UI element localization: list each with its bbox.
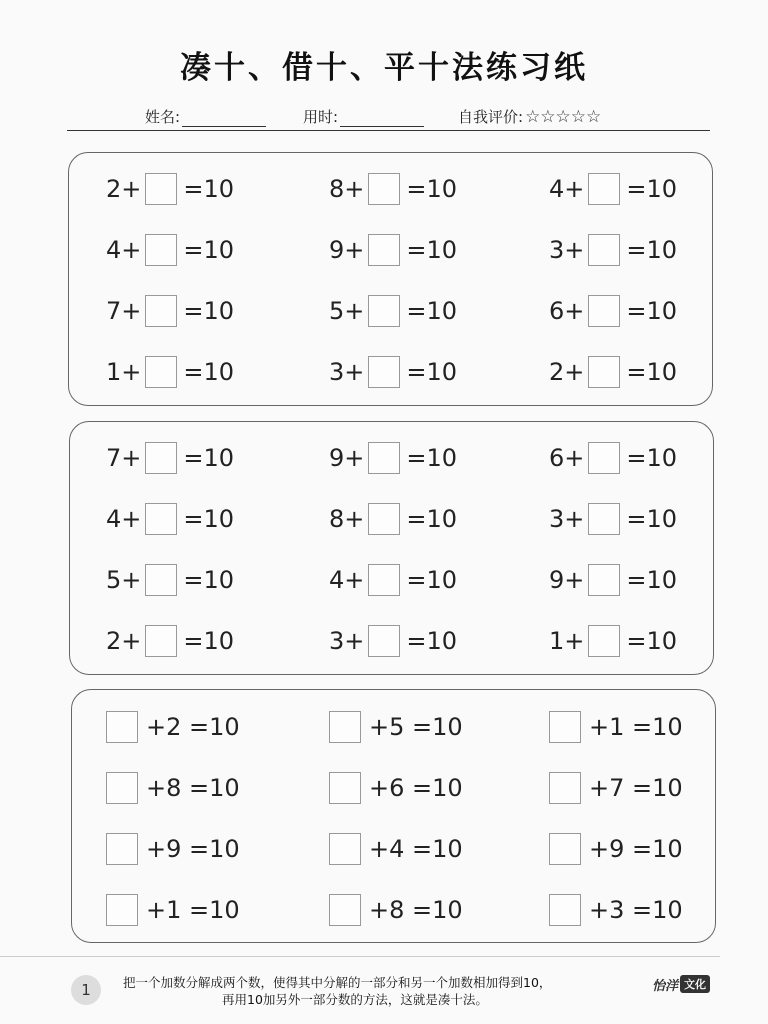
answer-box[interactable] xyxy=(106,772,138,804)
answer-box[interactable] xyxy=(329,833,361,865)
equation-item xyxy=(549,624,677,658)
addend-equals-text: +3 =10 xyxy=(589,896,683,924)
answer-box[interactable] xyxy=(588,295,620,327)
equals-text: =10 xyxy=(626,297,678,325)
answer-box[interactable] xyxy=(145,564,177,596)
answer-box[interactable] xyxy=(588,564,620,596)
equation-item xyxy=(106,441,234,475)
footer-divider xyxy=(0,956,720,957)
equals-text: =10 xyxy=(626,358,678,386)
equals-text: =10 xyxy=(406,236,458,264)
name-field xyxy=(145,106,266,127)
equals-text: =10 xyxy=(626,175,678,203)
equals-text: =10 xyxy=(406,627,458,655)
equation-item xyxy=(106,294,234,328)
addend-text: 5+ xyxy=(329,297,365,325)
answer-box[interactable] xyxy=(588,173,620,205)
answer-box[interactable] xyxy=(368,503,400,535)
answer-box[interactable] xyxy=(588,503,620,535)
equals-text: =10 xyxy=(626,505,678,533)
answer-box[interactable] xyxy=(145,356,177,388)
equals-text: =10 xyxy=(183,444,235,472)
addend-text: 3+ xyxy=(549,236,585,264)
answer-box[interactable] xyxy=(368,442,400,474)
header-divider xyxy=(67,130,710,131)
answer-box[interactable] xyxy=(106,711,138,743)
equation-item xyxy=(549,355,677,389)
answer-box[interactable] xyxy=(145,295,177,327)
equation-item xyxy=(329,172,457,206)
addend-equals-text: +8 =10 xyxy=(146,774,240,802)
answer-box[interactable] xyxy=(145,234,177,266)
answer-box[interactable] xyxy=(588,625,620,657)
answer-box[interactable] xyxy=(106,894,138,926)
addend-text: 2+ xyxy=(106,175,142,203)
equation-item xyxy=(106,563,234,597)
equation-item xyxy=(549,832,683,866)
answer-box[interactable] xyxy=(549,711,581,743)
equation-item xyxy=(106,624,234,658)
answer-box[interactable] xyxy=(549,833,581,865)
equation-item xyxy=(329,624,457,658)
addend-text: 6+ xyxy=(549,444,585,472)
addend-text: 5+ xyxy=(106,566,142,594)
answer-box[interactable] xyxy=(368,356,400,388)
equals-text: =10 xyxy=(183,297,235,325)
answer-box[interactable] xyxy=(145,503,177,535)
equation-item xyxy=(549,172,677,206)
addend-text: 7+ xyxy=(106,444,142,472)
answer-box[interactable] xyxy=(588,356,620,388)
equation-item xyxy=(549,771,683,805)
equation-item xyxy=(549,294,677,328)
equals-text: =10 xyxy=(183,358,235,386)
header-info-row xyxy=(0,106,768,130)
addend-equals-text: +5 =10 xyxy=(369,713,463,741)
equals-text: =10 xyxy=(183,236,235,264)
addend-equals-text: +9 =10 xyxy=(146,835,240,863)
equals-text: =10 xyxy=(406,566,458,594)
addend-text: 9+ xyxy=(329,236,365,264)
equation-item xyxy=(106,771,240,805)
footer-line-1: 把一个加数分解成两个数，使得其中分解的一部分和另一个加数相加得到10， xyxy=(123,975,552,990)
self-eval-label: 自我评价: xyxy=(458,108,524,126)
rating-stars-icon: ☆☆☆☆☆ xyxy=(525,107,602,127)
equation-item xyxy=(106,832,240,866)
equals-text: =10 xyxy=(183,566,235,594)
addend-text: 3+ xyxy=(329,358,365,386)
addend-text: 4+ xyxy=(549,175,585,203)
equation-item xyxy=(549,441,677,475)
addend-equals-text: +2 =10 xyxy=(146,713,240,741)
answer-box[interactable] xyxy=(588,234,620,266)
addend-equals-text: +9 =10 xyxy=(589,835,683,863)
answer-box[interactable] xyxy=(368,234,400,266)
equation-item xyxy=(329,710,463,744)
name-label: 姓名: xyxy=(145,108,181,126)
equation-item xyxy=(549,563,677,597)
equals-text: =10 xyxy=(626,566,678,594)
addend-text: 4+ xyxy=(106,236,142,264)
answer-box[interactable] xyxy=(145,442,177,474)
page-number-badge xyxy=(71,975,101,1005)
answer-box[interactable] xyxy=(549,894,581,926)
equals-text: =10 xyxy=(626,627,678,655)
answer-box[interactable] xyxy=(368,173,400,205)
time-field xyxy=(303,106,424,127)
equals-text: =10 xyxy=(626,444,678,472)
equation-item xyxy=(549,893,683,927)
brand-text-b: 文化 xyxy=(680,975,710,993)
equation-item xyxy=(329,294,457,328)
page-title: 凑十、借十、平十法练习纸 xyxy=(180,50,588,86)
equation-item xyxy=(106,710,240,744)
addend-equals-text: +8 =10 xyxy=(369,896,463,924)
equals-text: =10 xyxy=(183,505,235,533)
brand-text-a: 怡洋 xyxy=(652,978,679,994)
addend-text: 4+ xyxy=(329,566,365,594)
equation-item xyxy=(549,233,677,267)
name-blank-line xyxy=(182,112,266,127)
addend-text: 9+ xyxy=(549,566,585,594)
footer-line-2: 再用10加另外一部分数的方法，这就是凑十法。 xyxy=(222,992,488,1007)
equals-text: =10 xyxy=(626,236,678,264)
equals-text: =10 xyxy=(183,627,235,655)
addend-text: 1+ xyxy=(549,627,585,655)
addend-text: 8+ xyxy=(329,505,365,533)
addend-text: 4+ xyxy=(106,505,142,533)
addend-text: 7+ xyxy=(106,297,142,325)
addend-text: 8+ xyxy=(329,175,365,203)
equals-text: =10 xyxy=(406,297,458,325)
answer-box[interactable] xyxy=(329,894,361,926)
addend-text: 6+ xyxy=(549,297,585,325)
equation-item xyxy=(329,502,457,536)
addend-equals-text: +1 =10 xyxy=(589,713,683,741)
equation-item xyxy=(106,893,240,927)
addend-equals-text: +6 =10 xyxy=(369,774,463,802)
equals-text: =10 xyxy=(406,505,458,533)
equals-text: =10 xyxy=(406,358,458,386)
answer-box[interactable] xyxy=(549,772,581,804)
addend-text: 9+ xyxy=(329,444,365,472)
addend-equals-text: +4 =10 xyxy=(369,835,463,863)
equation-item xyxy=(549,502,677,536)
answer-box[interactable] xyxy=(329,711,361,743)
answer-box[interactable] xyxy=(329,772,361,804)
addend-text: 2+ xyxy=(549,358,585,386)
equation-item xyxy=(106,172,234,206)
equation-item xyxy=(329,441,457,475)
answer-box[interactable] xyxy=(145,625,177,657)
equation-item xyxy=(329,355,457,389)
time-label: 用时: xyxy=(303,108,339,126)
answer-box[interactable] xyxy=(368,564,400,596)
answer-box[interactable] xyxy=(368,295,400,327)
equation-item xyxy=(329,832,463,866)
equation-item xyxy=(329,893,463,927)
equation-item xyxy=(329,233,457,267)
equals-text: =10 xyxy=(406,444,458,472)
answer-box[interactable] xyxy=(368,625,400,657)
self-eval-field xyxy=(458,106,601,127)
addend-text: 3+ xyxy=(549,505,585,533)
addend-text: 1+ xyxy=(106,358,142,386)
page-number: 1 xyxy=(81,981,91,999)
equals-text: =10 xyxy=(183,175,235,203)
answer-box[interactable] xyxy=(106,833,138,865)
answer-box[interactable] xyxy=(145,173,177,205)
equation-item xyxy=(106,502,234,536)
addend-text: 3+ xyxy=(329,627,365,655)
addend-equals-text: +7 =10 xyxy=(589,774,683,802)
equals-text: =10 xyxy=(406,175,458,203)
equation-item xyxy=(106,233,234,267)
answer-box[interactable] xyxy=(588,442,620,474)
equation-item xyxy=(329,563,457,597)
time-blank-line xyxy=(340,112,424,127)
addend-equals-text: +1 =10 xyxy=(146,896,240,924)
equation-item xyxy=(549,710,683,744)
equation-item xyxy=(106,355,234,389)
equation-item xyxy=(329,771,463,805)
addend-text: 2+ xyxy=(106,627,142,655)
brand-logo xyxy=(652,974,718,994)
